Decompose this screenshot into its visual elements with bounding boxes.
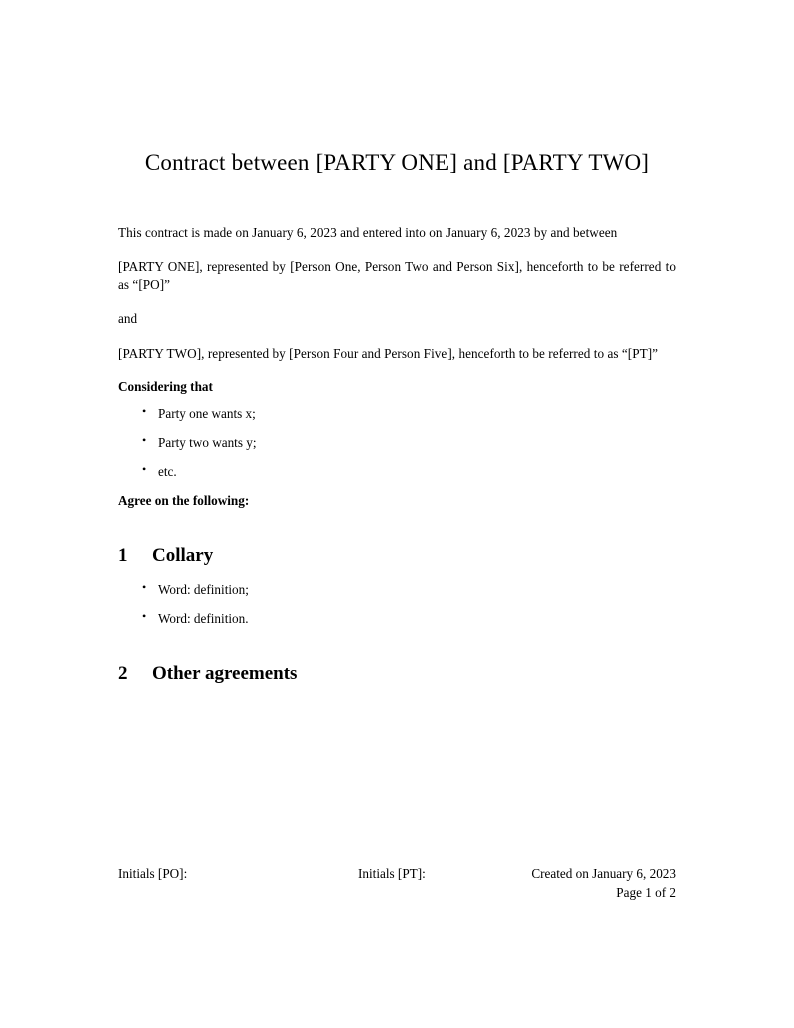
list-item: • Party one wants x; [142,405,676,422]
document-body [118,150,676,699]
section-heading-2 [118,663,676,685]
list-item: • etc. [142,463,676,480]
conjunction-text: and [118,311,138,327]
section-number: 2 [118,662,128,684]
page-footer [118,866,676,901]
section-title: Other agreements [152,662,298,684]
list-item: • Word: definition; [142,581,676,598]
intro-paragraph: This contract is made on January 6, 2023 and entered into on January 6, 2023 by and between [118,225,618,240]
section-1-list [118,581,676,627]
section-title: Collary [152,544,214,566]
created-on-label: Created on January 6, 2023 [531,866,676,881]
initials-po-label: Initials [PO]: [118,866,188,881]
section-number: 1 [118,544,128,566]
considering-heading: Considering that [118,379,213,395]
page-title: Contract between [PARTY ONE] and [PARTY TWO] [144,150,650,175]
party-two-clause: [PARTY TWO], represented by [Person Four and Person Five], henceforth to be referred to as “[PT]” [118,345,659,361]
agree-heading: Agree on the following: [118,492,250,508]
page-number-label: Page 1 of 2 [616,885,676,900]
list-item: • Word: definition. [142,610,676,627]
footer-row [118,866,676,882]
initials-pt-label: Initials [PT]: [358,866,426,881]
list-item: • Party two wants y; [142,434,676,451]
party-one-clause: [PARTY ONE], represented by [Person One, Person Two and Person Six], henceforth to be referred to as “[PO]” [118,259,676,292]
section-heading-1 [118,545,676,567]
considering-list [118,405,676,480]
